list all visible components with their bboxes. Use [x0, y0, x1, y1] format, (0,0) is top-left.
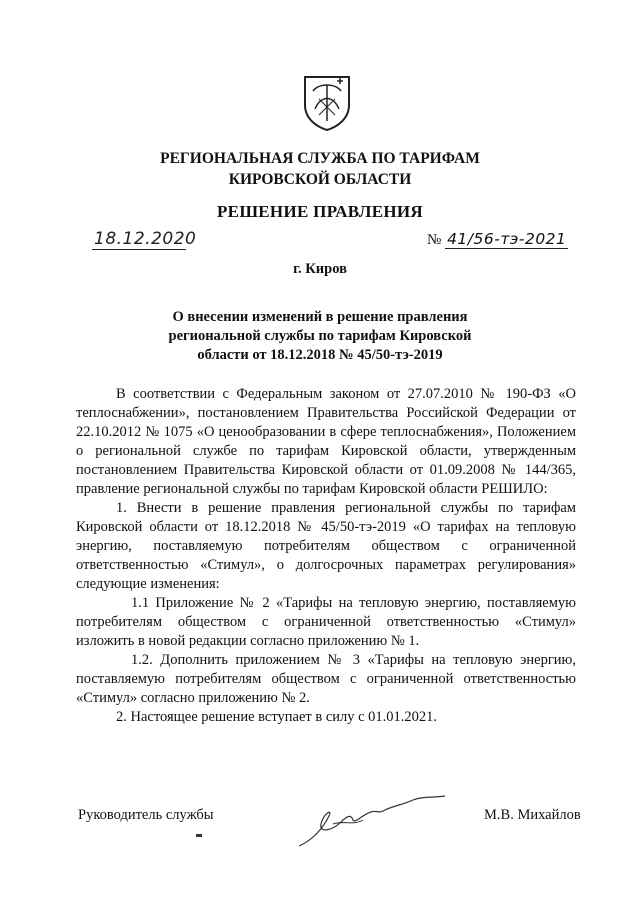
number-sign: № — [427, 232, 442, 248]
subject-line-3: области от 18.12.2018 № 45/50-тэ-2019 — [197, 347, 443, 363]
decision-body — [76, 385, 576, 727]
subject-line-1: О внесении изменений в решение правления — [172, 309, 468, 325]
item-1-paragraph: 1. Внести в решение правления региональной службы по тарифам Кировской области от 18.12.2018 № 45/50-тэ-2019 «О тарифах на тепловую энергию, поставляемую потребителям обществом с ограниченной ответственностью «Стимул», о долгосрочных параметрах регулирования» следующие изменения: — [76, 500, 576, 592]
city: г. Киров — [293, 261, 347, 277]
signatory-name: М.В. Михайлов — [484, 807, 581, 823]
preamble-paragraph: В соответствии с Федеральным законом от 27.07.2010 № 190-ФЗ «О теплоснабжении», постановлением Правительства Российской Федерации от 22.10.2012 № 1075 «О ценообразовании в сфере теплоснабжения», Положением о региональной службе по тарифам Кировской области, утвержденным постановлением Правительства Кировской области от 01.09.2008 № 144/365, правление региональной службы по тарифам Кировской области РЕШИЛО: — [76, 386, 576, 497]
organization-line-2: КИРОВСКОЙ ОБЛАСТИ — [228, 171, 412, 188]
number-value: 41/56-тэ-2021 — [447, 230, 567, 248]
subject-line-2: региональной службы по тарифам Кировской — [168, 328, 472, 344]
handwritten-signature — [293, 784, 453, 854]
item-2-paragraph: 2. Настоящее решение вступает в силу с 01.01.2021. — [116, 709, 438, 725]
subject-heading — [0, 308, 640, 365]
decision-date: 18.12.2020 — [94, 229, 197, 249]
document-title: РЕШЕНИЕ ПРАВЛЕНИЯ — [217, 202, 423, 221]
signatory-position: Руководитель службы — [78, 807, 214, 823]
ink-mark — [196, 834, 202, 837]
coat-of-arms-emblem — [301, 71, 353, 131]
item-1-1-paragraph: 1.1 Приложение № 2 «Тарифы на тепловую энергию, поставляемую потребителям обществом с ограниченной ответственностью «Стимул» изложить в новой редакции согласно приложению № 1. — [76, 595, 576, 649]
organization-name — [0, 148, 640, 190]
decision-number — [427, 230, 568, 249]
item-1-2-paragraph: 1.2. Дополнить приложением № 3 «Тарифы на тепловую энергию, поставляемую потребителям обществом с ограниченной ответственностью «Стимул» согласно приложению № 2. — [76, 652, 576, 706]
organization-line-1: РЕГИОНАЛЬНАЯ СЛУЖБА ПО ТАРИФАМ — [160, 150, 480, 167]
